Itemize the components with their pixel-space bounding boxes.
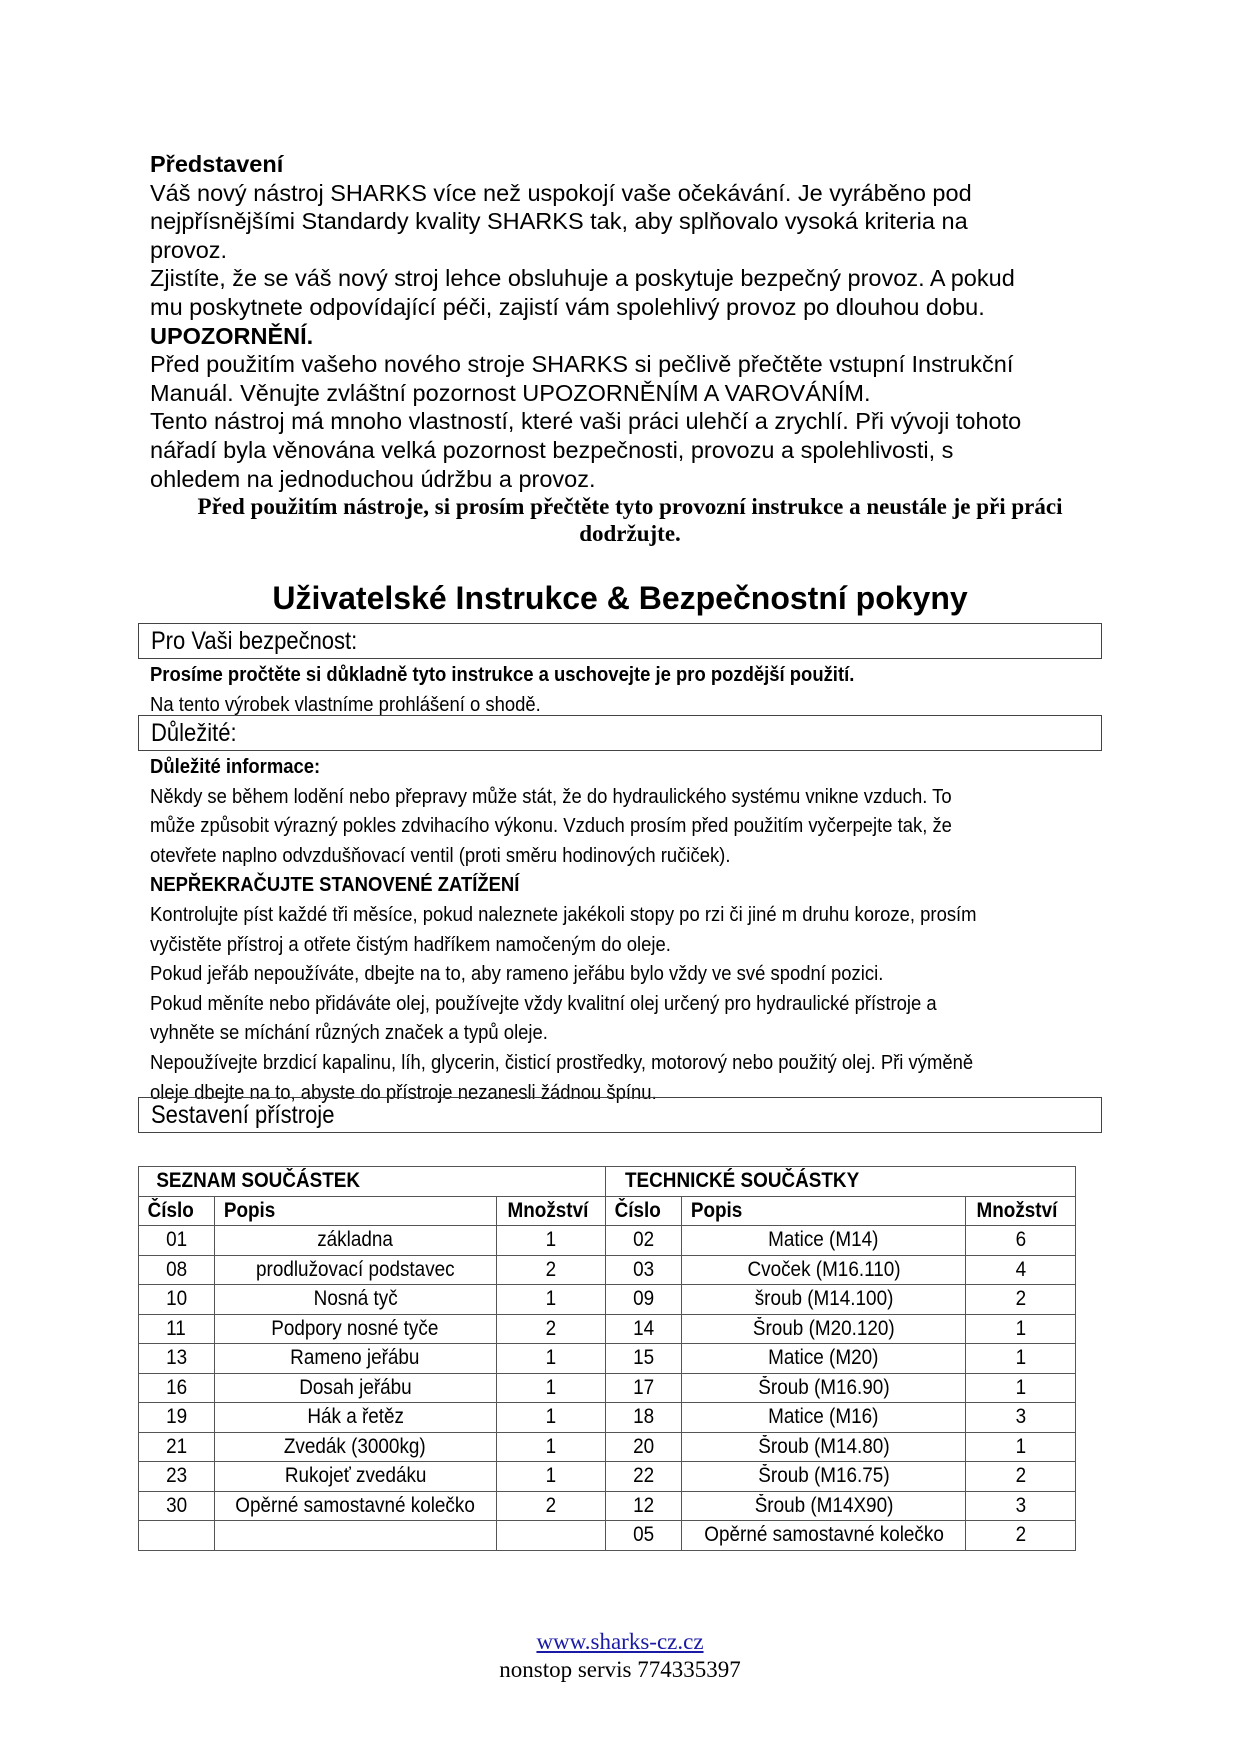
safety-line: Na tento výrobek vlastníme prohlášení o shodě. bbox=[150, 692, 541, 716]
important-line: může způsobit výrazný pokles zdvihacího výkonu. Vzduch prosím před použitím vyčerpejte tak, že bbox=[150, 814, 952, 838]
intro-line: Zjistíte, že se váš nový stroj lehce obsluhuje a poskytuje bezpečný provoz. A pokud bbox=[150, 265, 1015, 292]
table-cell: Šroub (M20.120) bbox=[682, 1314, 966, 1344]
table-cell: 03 bbox=[606, 1255, 682, 1285]
warning-line: nářadí byla věnována velká pozornost bezpečnosti, provozu a spolehlivosti, s bbox=[150, 436, 954, 463]
table-cell: Opěrné samostavné kolečko bbox=[214, 1491, 496, 1521]
table-cell: 2 bbox=[966, 1521, 1076, 1551]
table-row bbox=[139, 1373, 1076, 1403]
important-line: Někdy se během lodění nebo přepravy může stát, že do hydraulického systému vnikne vzduch. To bbox=[150, 784, 952, 808]
table-cell: prodlužovací podstavec bbox=[214, 1255, 496, 1285]
table-cell: 22 bbox=[606, 1462, 682, 1492]
table-cell: 17 bbox=[606, 1373, 682, 1403]
load-heading: NEPŘEKRAČUJTE STANOVENÉ ZATÍŽENÍ bbox=[150, 873, 520, 897]
section-box-safety bbox=[138, 623, 1102, 659]
table-cell: 01 bbox=[139, 1226, 215, 1256]
intro-line: provoz. bbox=[150, 236, 228, 263]
table-cell: 11 bbox=[139, 1314, 215, 1344]
intro-line: mu poskytnete odpovídající péči, zajistí vám spolehlivý provoz po dlouhou dobu. bbox=[150, 293, 985, 320]
table-cell: Šroub (M14.80) bbox=[682, 1432, 966, 1462]
table-cell: 13 bbox=[139, 1344, 215, 1374]
table-cell: Cvoček (M16.110) bbox=[682, 1255, 966, 1285]
table-cell: 18 bbox=[606, 1403, 682, 1433]
table-cell: 19 bbox=[139, 1403, 215, 1433]
table-cell: 2 bbox=[496, 1314, 606, 1344]
table-cell: Šroub (M16.90) bbox=[682, 1373, 966, 1403]
table-cell: 4 bbox=[966, 1255, 1076, 1285]
website-link[interactable]: www.sharks-cz.cz bbox=[536, 1629, 704, 1654]
column-header: Číslo bbox=[606, 1196, 682, 1226]
column-header: Množství bbox=[496, 1196, 606, 1226]
section-title-assembly: Sestavení přístroje bbox=[151, 1101, 335, 1129]
table-cell: Nosná tyč bbox=[214, 1285, 496, 1315]
table-cell bbox=[496, 1521, 606, 1551]
table-cell bbox=[139, 1521, 215, 1551]
intro-line: nejpřísnějšími Standardy kvality SHARKS tak, aby splňovalo vysoká kriteria na bbox=[150, 208, 968, 235]
table-cell: 05 bbox=[606, 1521, 682, 1551]
load-line: Nepoužívejte brzdicí kapalinu, líh, glycerin, čisticí prostředky, motorový nebo použitý olej. Při výměně bbox=[150, 1050, 974, 1074]
table-cell: základna bbox=[214, 1226, 496, 1256]
load-line: Pokud měníte nebo přidáváte olej, používejte vždy kvalitní olej určený pro hydraulické přístroje a bbox=[150, 991, 937, 1015]
table-cell: 09 bbox=[606, 1285, 682, 1315]
load-line: Pokud jeřáb nepoužíváte, dbejte na to, aby rameno jeřábu bylo vždy ve své spodní pozici. bbox=[150, 962, 884, 986]
table-row bbox=[139, 1521, 1076, 1551]
table-cell: 3 bbox=[966, 1403, 1076, 1433]
table-cell: 23 bbox=[139, 1462, 215, 1492]
table-cell: Matice (M16) bbox=[682, 1403, 966, 1433]
section-title-safety: Pro Vaši bezpečnost: bbox=[151, 627, 358, 655]
warning-heading: UPOZORNĚNÍ. bbox=[150, 322, 314, 349]
table-row bbox=[139, 1403, 1076, 1433]
warning-line: Manuál. Věnujte zvláštní pozornost UPOZORNĚNÍM A VAROVÁNÍM. bbox=[150, 379, 871, 406]
intro-section bbox=[150, 150, 1110, 547]
section-title-important: Důležité: bbox=[151, 719, 237, 747]
table-row bbox=[139, 1255, 1076, 1285]
table-row bbox=[139, 1285, 1076, 1315]
table-row bbox=[139, 1432, 1076, 1462]
table-cell: 14 bbox=[606, 1314, 682, 1344]
table-cell: Dosah jeřábu bbox=[214, 1373, 496, 1403]
table-cell: 02 bbox=[606, 1226, 682, 1256]
table-cell: 3 bbox=[966, 1491, 1076, 1521]
table-title-left: SEZNAM SOUČÁSTEK bbox=[139, 1167, 606, 1197]
intro-heading: Představení bbox=[150, 151, 284, 177]
table-cell: 10 bbox=[139, 1285, 215, 1315]
column-header: Množství bbox=[966, 1196, 1076, 1226]
table-cell: Rukojeť zvedáku bbox=[214, 1462, 496, 1492]
table-cell: Rameno jeřábu bbox=[214, 1344, 496, 1374]
column-header: Popis bbox=[682, 1196, 966, 1226]
table-cell bbox=[214, 1521, 496, 1551]
table-cell: Matice (M20) bbox=[682, 1344, 966, 1374]
table-cell: 1 bbox=[966, 1314, 1076, 1344]
load-line: oleje dbejte na to, abyste do přístroje nezanesli žádnou špínu. bbox=[150, 1080, 657, 1104]
table-cell: 1 bbox=[496, 1462, 606, 1492]
table-cell: 1 bbox=[966, 1432, 1076, 1462]
table-cell: 1 bbox=[966, 1344, 1076, 1374]
table-cell: Matice (M14) bbox=[682, 1226, 966, 1256]
section-box-assembly bbox=[138, 1097, 1102, 1133]
table-cell: 1 bbox=[496, 1373, 606, 1403]
parts-table bbox=[138, 1166, 1076, 1551]
column-header: Číslo bbox=[139, 1196, 215, 1226]
table-cell: 2 bbox=[496, 1255, 606, 1285]
table-cell: Hák a řetěz bbox=[214, 1403, 496, 1433]
table-cell: 1 bbox=[496, 1344, 606, 1374]
bold-notice: Před použitím nástroje, si prosím přečtěte tyto provozní instrukce a neustále je při práci bbox=[197, 494, 1063, 520]
table-title-row bbox=[139, 1167, 1076, 1197]
table-row bbox=[139, 1491, 1076, 1521]
table-cell: Podpory nosné tyče bbox=[214, 1314, 496, 1344]
table-cell: 2 bbox=[496, 1491, 606, 1521]
table-cell: 15 bbox=[606, 1344, 682, 1374]
footer bbox=[0, 1628, 1240, 1684]
table-cell: 1 bbox=[496, 1285, 606, 1315]
table-title-right: TECHNICKÉ SOUČÁSTKY bbox=[606, 1167, 1076, 1197]
table-cell: 1 bbox=[496, 1432, 606, 1462]
warning-line: Před použitím vašeho nového stroje SHARKS si pečlivě přečtěte vstupní Instrukční bbox=[150, 351, 1014, 378]
table-cell: Opěrné samostavné kolečko bbox=[682, 1521, 966, 1551]
table-row bbox=[139, 1226, 1076, 1256]
table-row bbox=[139, 1314, 1076, 1344]
safety-text bbox=[150, 660, 1110, 719]
table-cell: 12 bbox=[606, 1491, 682, 1521]
load-line: vyhněte se míchání různých značek a typů oleje. bbox=[150, 1021, 548, 1045]
safety-bold-line: Prosíme pročtěte si důkladně tyto instrukce a uschovejte je pro pozdější použití. bbox=[150, 663, 855, 686]
important-text bbox=[150, 752, 1110, 1107]
warning-line: Tento nástroj má mnoho vlastností, které vaši práci ulehčí a zrychlí. Při vývoji tohoto bbox=[150, 408, 1022, 435]
load-line: Kontrolujte píst každé tři měsíce, pokud naleznete jakékoli stopy po rzi či jiné m druhu koroze, prosím bbox=[150, 902, 977, 926]
table-cell: Šroub (M16.75) bbox=[682, 1462, 966, 1492]
table-cell: 2 bbox=[966, 1285, 1076, 1315]
warning-line: ohledem na jednoduchou údržbu a provoz. bbox=[150, 465, 596, 492]
table-cell: šroub (M14.100) bbox=[682, 1285, 966, 1315]
important-subheading: Důležité informace: bbox=[150, 755, 321, 778]
service-phone: nonstop servis 774335397 bbox=[499, 1657, 741, 1682]
column-header: Popis bbox=[214, 1196, 496, 1226]
page-title: Uživatelské Instrukce & Bezpečnostní pokyny bbox=[272, 580, 968, 616]
table-row bbox=[139, 1462, 1076, 1492]
table-cell: Zvedák (3000kg) bbox=[214, 1432, 496, 1462]
table-cell: Šroub (M14X90) bbox=[682, 1491, 966, 1521]
table-cell: 1 bbox=[496, 1226, 606, 1256]
load-line: vyčistěte přístroj a otřete čistým hadříkem namočeným do oleje. bbox=[150, 932, 671, 956]
important-line: otevřete naplno odvzdušňovací ventil (proti směru hodinových ručiček). bbox=[150, 843, 731, 867]
intro-line: Váš nový nástroj SHARKS více než uspokojí vaše očekávání. Je vyráběno pod bbox=[150, 179, 972, 206]
bold-notice: dodržujte. bbox=[579, 521, 681, 547]
table-header-row bbox=[139, 1196, 1076, 1226]
table-cell: 16 bbox=[139, 1373, 215, 1403]
table-cell: 20 bbox=[606, 1432, 682, 1462]
table-cell: 2 bbox=[966, 1462, 1076, 1492]
table-cell: 08 bbox=[139, 1255, 215, 1285]
table-cell: 6 bbox=[966, 1226, 1076, 1256]
section-box-important bbox=[138, 715, 1102, 751]
table-cell: 30 bbox=[139, 1491, 215, 1521]
table-cell: 1 bbox=[496, 1403, 606, 1433]
table-cell: 21 bbox=[139, 1432, 215, 1462]
table-cell: 1 bbox=[966, 1373, 1076, 1403]
table-row bbox=[139, 1344, 1076, 1374]
